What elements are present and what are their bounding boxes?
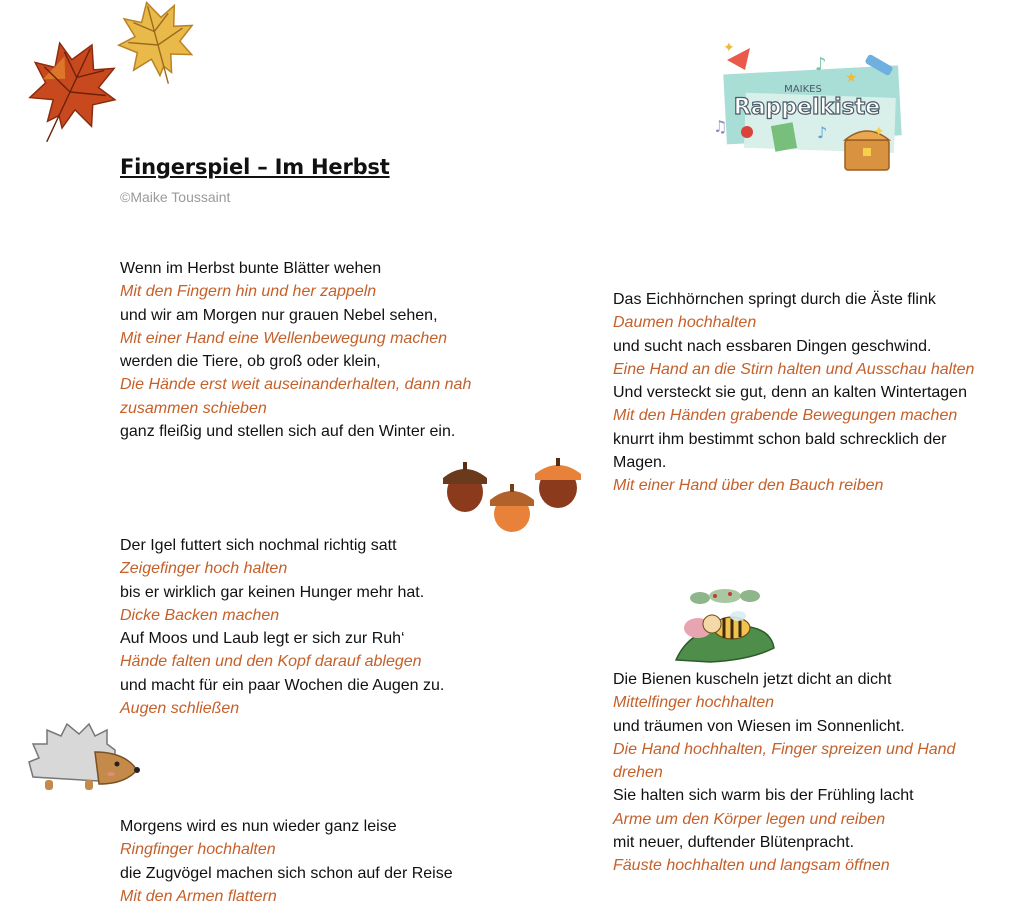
verse-line: Die Bienen kuscheln jetzt dicht an dicht (613, 671, 892, 688)
instruction-line: Zeigefinger hoch halten (120, 560, 288, 578)
verse-line: ganz fleißig und stellen sich auf den Winter ein. (120, 423, 456, 441)
verse-line: und träumen von Wiesen im Sonnenlicht. (613, 717, 905, 735)
svg-text:✦: ✦ (873, 124, 885, 140)
instruction-line: Augen schließen (120, 700, 240, 718)
svg-text:✦: ✦ (723, 40, 735, 56)
stanza-squirrel (613, 288, 998, 498)
author-credit: ©Maike Toussaint (120, 189, 231, 205)
acorns-icon (440, 452, 585, 532)
verse-line: Wenn im Herbst bunte Blätter wehen (120, 260, 382, 277)
verse-line: Morgens wird es nun wieder ganz leise (120, 818, 397, 835)
verse-line: und macht für ein paar Wochen die Augen zu. (120, 676, 445, 694)
instruction-line: Arme um den Körper legen und reiben (613, 810, 886, 828)
svg-text:♪: ♪ (817, 123, 828, 142)
verse-line: die Zugvögel machen sich schon auf der Reise (120, 864, 453, 882)
instruction-line: Mit den Händen grabende Bewegungen machen (613, 407, 958, 425)
instruction-line: Hände falten und den Kopf darauf ablegen (120, 653, 422, 671)
verse-line: Der Igel futtert sich nochmal richtig satt (120, 537, 397, 554)
instruction-line: Mit einer Hand eine Wellenbewegung machen (120, 329, 448, 347)
logo-line2: Rappelkiste (733, 95, 881, 120)
svg-text:★: ★ (845, 70, 858, 86)
instruction-line: Daumen hochhalten (613, 314, 757, 332)
sleeping-bee-icon (670, 588, 780, 668)
instruction-line: Die Hand hochhalten, Finger spreizen und Hand drehen (613, 740, 956, 782)
instruction-line: Mit einer Hand über den Bauch reiben (613, 477, 884, 495)
verse-line: Das Eichhörnchen springt durch die Äste flink (613, 291, 936, 308)
instruction-line: Mit den Armen flattern (120, 887, 277, 905)
instruction-line: Fäuste hochhalten und langsam öffnen (613, 857, 890, 875)
verse-line: Sie halten sich warm bis der Frühling lacht (613, 787, 914, 805)
instruction-line: Eine Hand an die Stirn halten und Ausschau halten (613, 360, 975, 378)
instruction-line: Mit den Fingern hin und her zappeln (120, 283, 377, 301)
logo-line1: MAIKES (784, 84, 822, 95)
instruction-line: Die Hände erst weit auseinanderhalten, dann nah zusammen schieben (120, 376, 472, 417)
rappelkiste-logo (705, 40, 915, 190)
verse-line: Auf Moos und Laub legt er sich zur Ruh‘ (120, 630, 405, 648)
instruction-line: Mittelfinger hochhalten (613, 694, 774, 712)
hedgehog-icon (25, 722, 145, 797)
autumn-leaves-icon (8, 0, 208, 160)
page-title: Fingerspiel – Im Herbst (120, 155, 390, 179)
stanza-birds (120, 815, 500, 908)
verse-line: werden die Tiere, ob groß oder klein, (120, 353, 381, 371)
verse-line: und wir am Morgen nur grauen Nebel sehen, (120, 306, 438, 324)
svg-text:♫: ♫ (713, 117, 728, 136)
stanza-leaves (120, 257, 500, 443)
verse-line: Und versteckt sie gut, denn an kalten Wintertagen (613, 384, 967, 402)
verse-line: mit neuer, duftender Blütenpracht. (613, 834, 855, 852)
stanza-hedgehog (120, 534, 500, 720)
verse-line: bis er wirklich gar keinen Hunger mehr hat. (120, 583, 425, 601)
svg-text:♪: ♪ (815, 54, 827, 75)
instruction-line: Dicke Backen machen (120, 606, 280, 624)
verse-line: und sucht nach essbaren Dingen geschwind. (613, 337, 932, 355)
verse-line: knurrt ihm bestimmt schon bald schrecklich der Magen. (613, 430, 947, 472)
stanza-bees (613, 668, 998, 878)
instruction-line: Ringfinger hochhalten (120, 841, 276, 859)
